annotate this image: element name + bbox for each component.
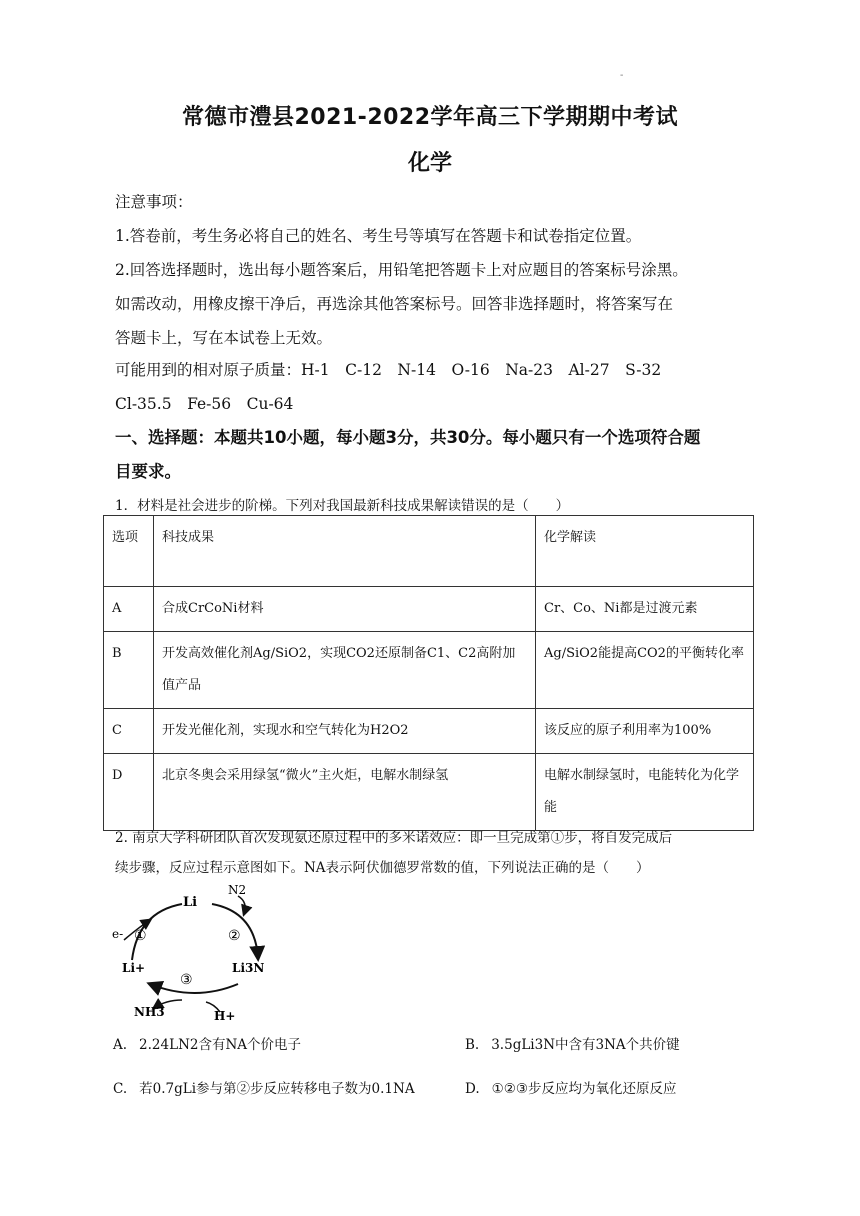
label-li3n: Li3N xyxy=(232,961,265,975)
q1-stem: 1．材料是社会进步的阶梯。下列对我国最新科技成果解读错误的是（ ） xyxy=(115,498,570,514)
q2-option-d: D. ①②③步反应均为氧化还原反应 xyxy=(465,1081,677,1097)
row-interpretation: Cr、Co、Ni都是过渡元素 xyxy=(536,587,754,632)
row-result: 合成CrCoNi材料 xyxy=(154,587,536,632)
q2-stem-line-2: 续步骤，反应过程示意图如下。NA表示阿伏伽德罗常数的值，下列说法正确的是（ ） xyxy=(115,860,650,876)
row-result: 开发高效催化剂Ag/SiO2，实现CO2还原制备C1、C2高附加值产品 xyxy=(154,632,536,709)
table-row xyxy=(104,632,754,709)
reaction-cycle-diagram xyxy=(110,880,280,1020)
option-a-text: 2.24LN2含有NA个价电子 xyxy=(139,1037,302,1053)
q1-table xyxy=(103,515,754,831)
label-li-plus: Li+ xyxy=(122,961,146,975)
row-interpretation: Ag/SiO2能提高CO2的平衡转化率 xyxy=(536,632,754,709)
option-d-text: ①②③步反应均为氧化还原反应 xyxy=(491,1081,677,1097)
q2-option-c: C. 若0.7gLi参与第②步反应转移电子数为0.1NA xyxy=(113,1081,415,1097)
subject-title: 化学 xyxy=(407,151,452,176)
notice-item-1: 1.答卷前，考生务必将自己的姓名、考生号等填写在答题卡和试卷指定位置。 xyxy=(115,227,642,245)
page-mark: - xyxy=(620,70,624,81)
section-heading-line-2: 目要求。 xyxy=(115,462,181,481)
q2-stem-line-1: 2. 南京大学科研团队首次发现氨还原过程中的多米诺效应：即一旦完成第①步，将自发完成后 xyxy=(115,830,673,846)
section-heading-line-1: 一、选择题：本题共10小题，每小题3分，共30分。每小题只有一个选项符合题 xyxy=(115,428,701,447)
row-interpretation: 电解水制绿氢时，电能转化为化学能 xyxy=(536,754,754,831)
option-b-text: 3.5gLi3N中含有3NA个共价键 xyxy=(491,1037,680,1053)
row-option: A xyxy=(104,587,154,632)
table-row xyxy=(104,754,754,831)
exam-title: 常德市澧县2021-2022学年高三下学期期中考试 xyxy=(181,105,679,130)
option-c-text: 若0.7gLi参与第②步反应转移电子数为0.1NA xyxy=(139,1081,415,1097)
row-option: C xyxy=(104,709,154,754)
table-row xyxy=(104,709,754,754)
atomic-masses-line-2: Cl-35.5 Fe-56 Cu-64 xyxy=(115,395,294,413)
label-electron: e- xyxy=(112,927,124,941)
n2-arrow xyxy=(238,896,245,914)
label-step3: ③ xyxy=(180,972,193,988)
notice-heading: 注意事项： xyxy=(115,193,193,211)
row-result: 开发光催化剂，实现水和空气转化为H2O2 xyxy=(154,709,536,754)
q2-option-b: B. 3.5gLi3N中含有3NA个共价键 xyxy=(465,1037,680,1053)
label-h-plus: H+ xyxy=(214,1009,236,1020)
label-n2: N2 xyxy=(228,883,247,897)
q2-option-a: A. 2.24LN2含有NA个价电子 xyxy=(113,1037,302,1053)
row-option: B xyxy=(104,632,154,709)
arrow-step3 xyxy=(150,984,238,993)
row-interpretation: 该反应的原子利用率为100% xyxy=(536,709,754,754)
notice-item-2-line-1: 2.回答选择题时，选出每小题答案后，用铅笔把答题卡上对应题目的答案标号涂黑。 xyxy=(115,261,688,279)
table-row xyxy=(104,587,754,632)
table-header-row xyxy=(104,516,754,587)
row-result: 北京冬奥会采用绿氢“微火”主火炬，电解水制绿氢 xyxy=(154,754,536,831)
header-result: 科技成果 xyxy=(154,516,536,587)
notice-item-2-line-3: 答题卡上，写在本试卷上无效。 xyxy=(115,329,333,347)
label-step2: ② xyxy=(228,928,241,944)
row-option: D xyxy=(104,754,154,831)
label-nh3: NH3 xyxy=(134,1005,165,1019)
notice-item-2-line-2: 如需改动，用橡皮擦干净后，再选涂其他答案标号。回答非选择题时，将答案写在 xyxy=(115,295,674,313)
header-option: 选项 xyxy=(104,516,154,587)
label-step1: ① xyxy=(134,928,147,944)
header-interpretation: 化学解读 xyxy=(536,516,754,587)
atomic-masses-line-1: 可能用到的相对原子质量：H-1 C-12 N-14 O-16 Na-23 Al-27 S-32 xyxy=(115,361,662,379)
label-li: Li xyxy=(183,895,198,910)
